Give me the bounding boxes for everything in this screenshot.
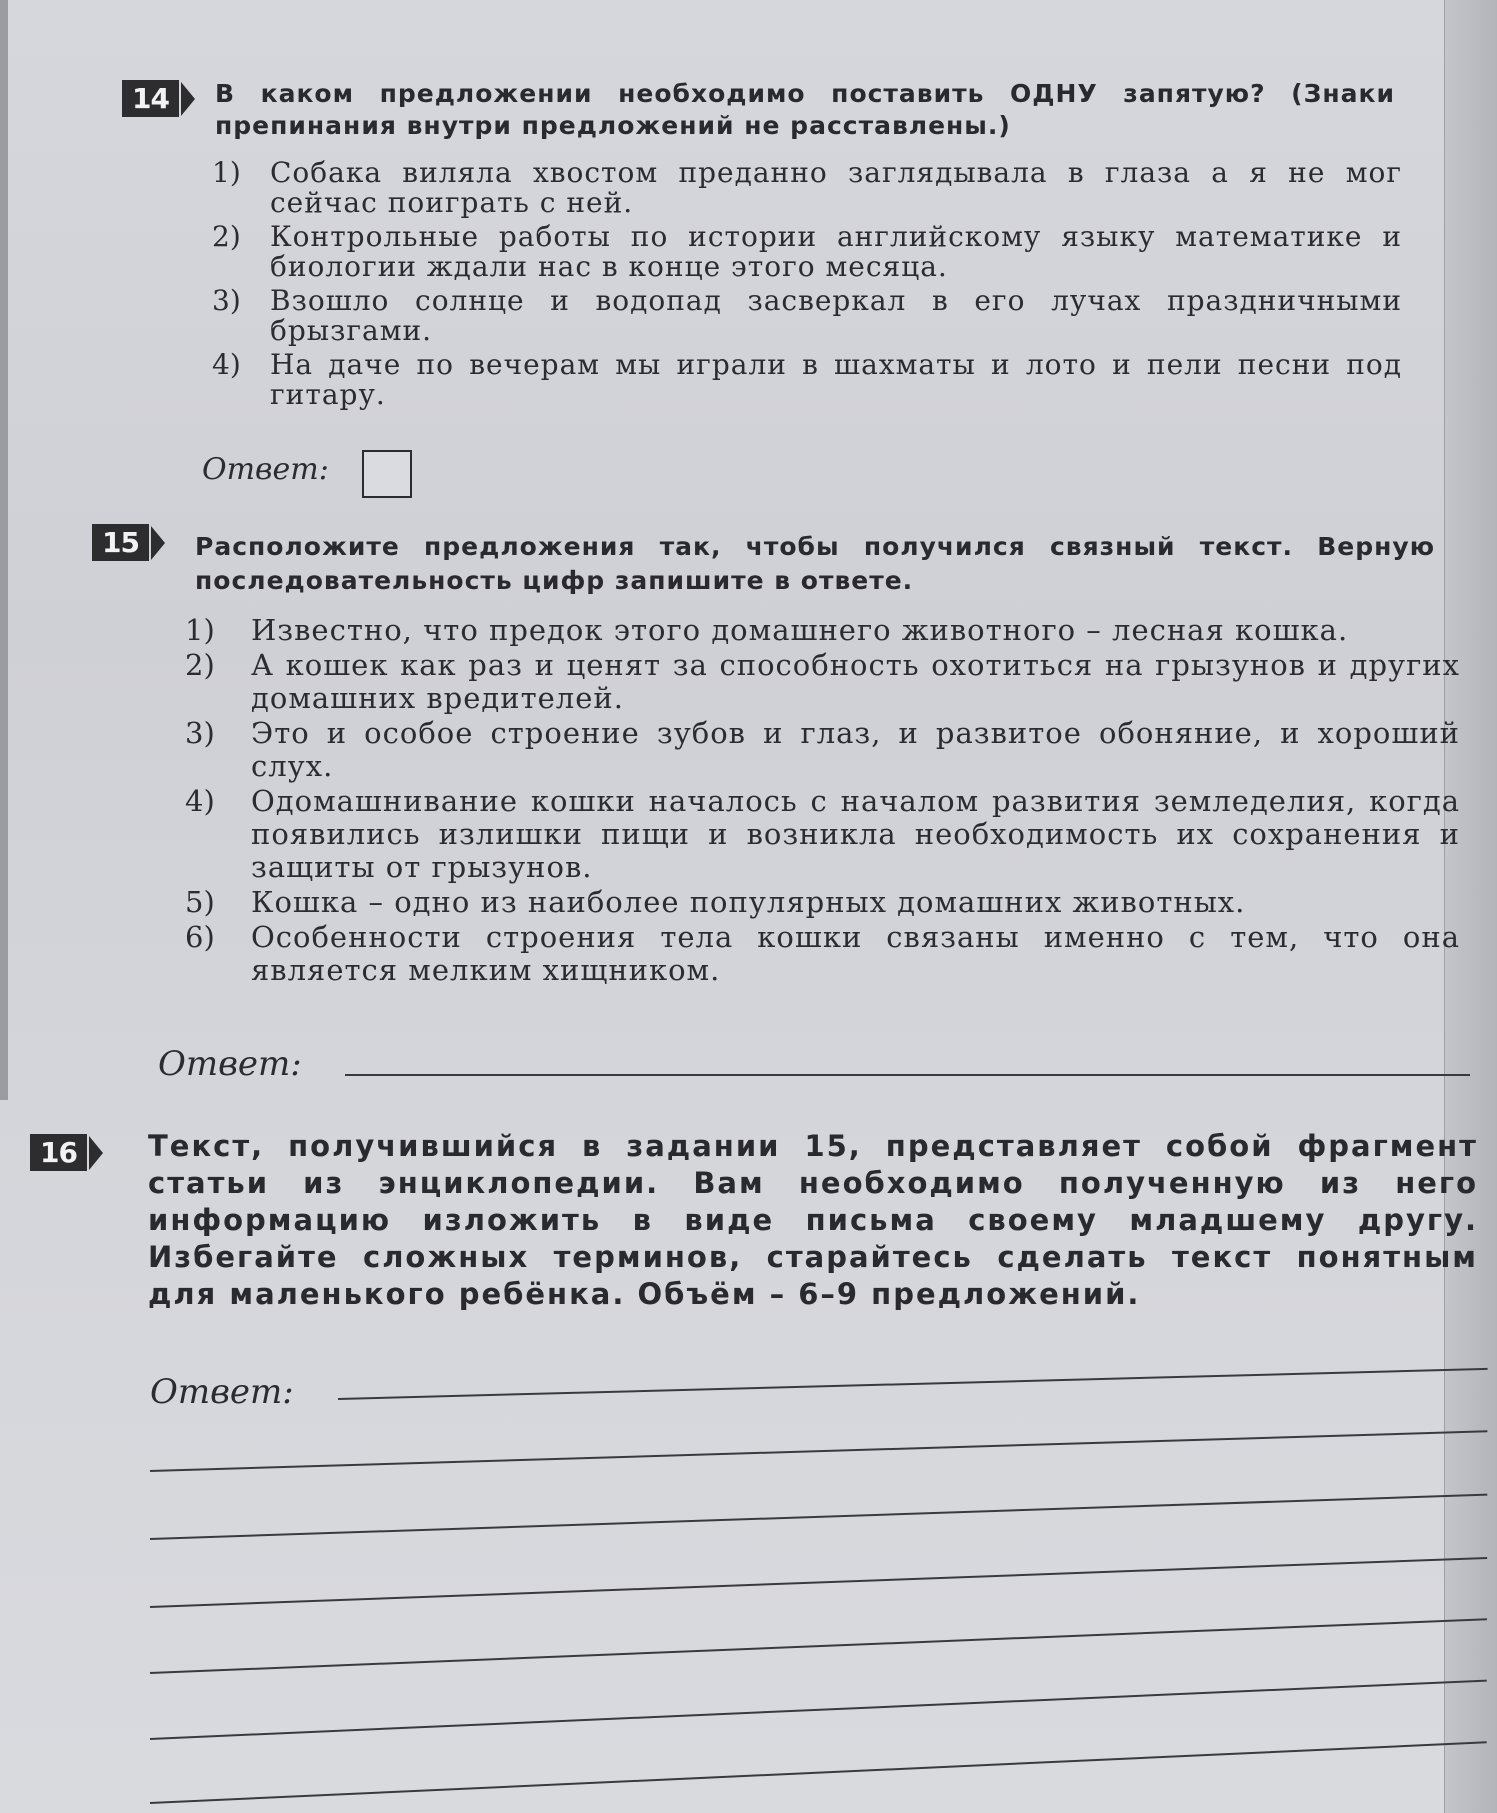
list-item: 3) Это и особое строение зубов и глаз, и развитое обоняние, и хороший слух. [185,716,1460,783]
list-item: 2) Контрольные работы по истории английскому языку математике и биологии ждали нас в конце этого месяца. [212,220,1402,283]
list-item: 4) Одомашнивание кошки началось с началом развития земледелия, когда появились излишки пищи и возникла необходимость их сохранения и защиты от грызунов. [185,784,1460,884]
chevron-icon [181,82,195,116]
page-edge [0,0,8,1100]
task-14-answer-box[interactable] [362,450,412,498]
task-15-answer-line[interactable] [345,1074,1470,1076]
answer-line[interactable] [150,1494,1487,1540]
task-14-prompt: В каком предложении необходимо поставить ОДНУ запятую? (Знаки препинания внутри предложений не расставлены.) [215,79,1395,140]
task-15-number: 15 [92,524,149,561]
list-item: 5) Кошка – одно из наиболее популярных домашних животных. [185,885,1246,919]
list-item: 4) На даче по вечерам мы играли в шахматы и лото и пели песни под гитару. [212,348,1402,411]
task-15-prompt: Расположите предложения так, чтобы получился связный текст. Верную последовательность цифр запишите в ответе. [195,532,1435,595]
chevron-icon [89,1136,103,1170]
task-16-prompt: Текст, получившийся в задании 15, представляет собой фрагмент статьи из энциклопедии. Вам необходимо полученную из него информацию изложить в виде письма своему младшему другу. Избегайте сложных терминов, старайтесь сделать текст понятным для маленького ребёнка. Объём – 6–9 предложений. [148,1129,1478,1311]
list-item: 2) А кошек как раз и ценят за способность охотиться на грызунов и других домашних вредителей. [185,648,1460,715]
list-item: 1) Известно, что предок этого домашнего животного – лесная кошка. [185,613,1349,647]
answer-line[interactable] [338,1368,1488,1400]
task-14-number: 14 [122,80,179,117]
answer-line[interactable] [150,1680,1487,1740]
task-15-answer-label: Ответ: [158,1044,302,1084]
task-14-badge [122,80,195,117]
task-15-options [185,614,1460,987]
list-item: 1) Собака виляла хвостом преданно заглядывала в глаза а я не мог сейчас поиграть с ней. [212,156,1402,219]
task-16-answer-label: Ответ: [150,1372,294,1412]
answer-line[interactable] [150,1430,1487,1472]
task-14-answer-label: Ответ: [202,452,329,487]
answer-line[interactable] [150,1618,1487,1674]
answer-line[interactable] [150,1557,1487,1608]
task-15-badge [92,524,165,561]
task-16-badge [30,1134,103,1171]
list-item: 6) Особенности строения тела кошки связаны именно с тем, что она является мелким хищником. [185,920,1460,987]
answer-line[interactable] [150,1741,1487,1804]
chevron-icon [151,526,165,560]
list-item: 3) Взошло солнце и водопад засверкал в его лучах праздничными брызгами. [212,284,1402,347]
task-16-number: 16 [30,1134,87,1171]
task-14-options [212,158,1402,410]
